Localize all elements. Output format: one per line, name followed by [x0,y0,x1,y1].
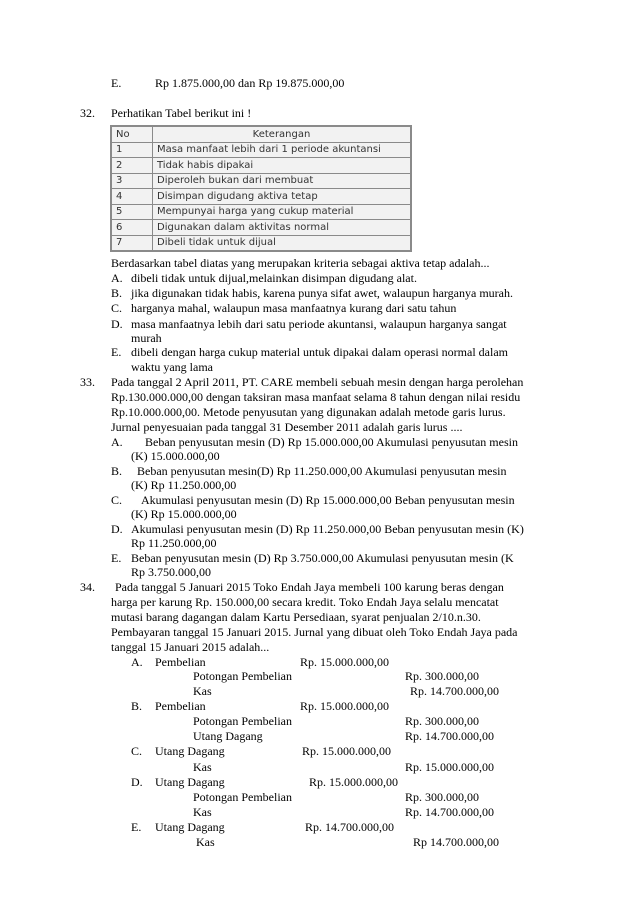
journal-credit: Rp. 300.000,00 [405,669,480,683]
table-row [112,235,411,251]
table-row [112,142,411,158]
q32-option-b-text: jika digunakan tidak habis, karena punya sifat awet, walaupun harganya murah. [131,286,513,300]
table-row [112,158,411,174]
journal-account: Potongan Pembelian [193,669,292,683]
table-cell-no: 1 [112,142,153,158]
journal-account: Utang Dagang [155,744,225,758]
criteria-table [111,126,411,251]
table-cell-no: 2 [112,158,153,174]
q34-line-5: tanggal 15 Januari 2015 adalah... [111,640,270,654]
q33-option-c-label: C. [111,493,123,507]
q34-option-e-label: E. [131,820,142,834]
q32-option-e-label: E. [111,345,122,359]
q33-option-b-label: B. [111,464,123,478]
q33-number: 33. [80,375,95,389]
q34-option-d-label: D. [131,775,143,789]
table-header-no: No [112,127,153,143]
journal-account: Utang Dagang [155,820,225,834]
q32-option-c-text: harganya mahal, walaupun masa manfaatnya kurang dari satu tahun [131,301,457,315]
q34-line-2: harga per karung Rp. 150.000,00 secara kredit. Toko Endah Jaya selalu mencatat [111,595,499,609]
table-cell-keterangan: Dibeli tidak untuk dijual [153,235,411,251]
table-header-keterangan: Keterangan [153,127,411,143]
criteria-table-image [110,125,412,252]
journal-credit: Rp. 14.700.000,00 [405,805,495,819]
journal-debit: Rp. 15.000.000,00 [302,744,392,758]
q33-option-d-label: D. [111,522,123,536]
table-cell-no: 5 [112,204,153,220]
table-cell-keterangan: Tidak habis dipakai [153,158,411,174]
q33-option-e-text: Beban penyusutan mesin (D) Rp 3.750.000,00 Akumulasi penyusutan mesin (K [131,551,514,565]
journal-credit: Rp 14.700.000,00 [413,835,500,849]
q34-line-3: mutasi barang dagangan dalam Kartu Persediaan, syarat penjualan 2/10.n.30. [111,610,481,624]
q32-number: 32. [80,106,95,120]
q33-option-c-text: Akumulasi penyusutan mesin (D) Rp 15.000.000,00 Beban penyusutan mesin [141,493,515,507]
journal-account: Potongan Pembelian [193,790,292,804]
journal-credit: Rp. 300.000,00 [405,790,480,804]
q33-option-d-text: Akumulasi penyusutan mesin (D) Rp 11.250.000,00 Beban penyusutan mesin (K) [131,522,524,536]
q32-option-d-text: masa manfaatnya lebih dari satu periode akuntansi, walaupun harganya sangat [131,317,507,331]
q33-option-e-label: E. [111,551,122,565]
table-cell-keterangan: Disimpan digudang aktiva tetap [153,189,411,205]
q33-option-d-text-cont: Rp 11.250.000,00 [131,536,217,550]
journal-credit: Rp. 14.700.000,00 [410,684,500,698]
journal-debit: Rp. 15.000.000,00 [309,775,399,789]
journal-account: Kas [193,805,212,819]
prev-option-e-text: Rp 1.875.000,00 dan Rp 19.875.000,00 [155,76,345,90]
q33-option-a-text-cont: (K) 15.000.000,00 [131,449,220,463]
q33-line-4: Jurnal penyesuaian pada tanggal 31 Desember 2011 adalah garis lurus .... [111,420,463,434]
q33-line-1: Pada tanggal 2 April 2011, PT. CARE membeli sebuah mesin dengan harga perolehan [111,375,524,389]
table-cell-keterangan: Masa manfaat lebih dari 1 periode akuntansi [153,142,411,158]
table-cell-no: 6 [112,220,153,236]
q32-option-c-label: C. [111,301,123,315]
q33-option-a-text: Beban penyusutan mesin (D) Rp 15.000.000,00 Akumulasi penyusutan mesin [145,435,518,449]
q32-option-a-label: A. [111,271,123,285]
journal-debit: Rp. 15.000.000,00 [300,699,390,713]
table-header-row [112,127,411,143]
prev-option-e-label: E. [111,76,122,90]
journal-account: Utang Dagang [193,729,263,743]
q34-option-a-label: A. [131,655,143,669]
journal-credit: Rp. 14.700.000,00 [405,729,495,743]
q34-line-1: Pada tanggal 5 Januari 2015 Toko Endah Jaya membeli 100 karung beras dengan [115,580,504,594]
q32-option-e-text: dibeli dengan harga cukup material untuk dipakai dalam operasi normal dalam [131,345,508,359]
q33-option-e-text-cont: Rp 3.750.000,00 [131,565,212,579]
table-cell-no: 3 [112,173,153,189]
table-cell-keterangan: Digunakan dalam aktivitas normal [153,220,411,236]
q32-question: Perhatikan Tabel berikut ini ! [111,106,252,120]
journal-account: Utang Dagang [155,775,225,789]
q32-option-d-label: D. [111,317,123,331]
q32-option-a-text: dibeli tidak untuk dijual,melainkan disimpan digudang alat. [131,271,417,285]
journal-account: Pembelian [155,699,206,713]
table-cell-keterangan: Diperoleh bukan dari membuat [153,173,411,189]
journal-account: Kas [193,684,212,698]
journal-credit: Rp. 15.000.000,00 [405,760,495,774]
table-row [112,173,411,189]
journal-account: Kas [196,835,215,849]
q32-option-b-label: B. [111,286,123,300]
q34-line-4: Pembayaran tanggal 15 Januari 2015. Jurnal yang dibuat oleh Toko Endah Jaya pada [111,625,518,639]
q33-line-2: Rp.130.000.000,00 dengan taksiran masa manfaat selama 8 tahun dengan nilai residu [111,390,521,404]
table-row [112,204,411,220]
journal-debit: Rp. 14.700.000,00 [305,820,395,834]
q34-option-c-label: C. [131,744,143,758]
journal-account: Pembelian [155,655,206,669]
q33-option-a-label: A. [111,435,123,449]
q32-stem: Berdasarkan tabel diatas yang merupakan kriteria sebagai aktiva tetap adalah... [111,256,490,270]
q33-option-b-text-cont: (K) Rp 11.250.000,00 [131,478,237,492]
table-cell-no: 7 [112,235,153,251]
q32-option-e-text-cont: waktu yang lama [131,360,213,374]
q33-line-3: Rp.10.000.000,00. Metode penyusutan yang digunakan adalah metode garis lurus. [111,405,506,419]
q33-option-c-text-cont: (K) Rp 15.000.000,00 [131,507,237,521]
journal-account: Potongan Pembelian [193,714,292,728]
journal-account: Kas [193,760,212,774]
q34-option-b-label: B. [131,699,143,713]
table-cell-keterangan: Mempunyai harga yang cukup material [153,204,411,220]
q33-option-b-text: Beban penyusutan mesin(D) Rp 11.250.000,00 Akumulasi penyusutan mesin [137,464,507,478]
table-row [112,189,411,205]
q32-option-d-text-cont: murah [131,331,162,345]
q34-number: 34. [80,580,95,594]
journal-debit: Rp. 15.000.000,00 [300,655,390,669]
table-cell-no: 4 [112,189,153,205]
table-row [112,220,411,236]
journal-credit: Rp. 300.000,00 [405,714,480,728]
